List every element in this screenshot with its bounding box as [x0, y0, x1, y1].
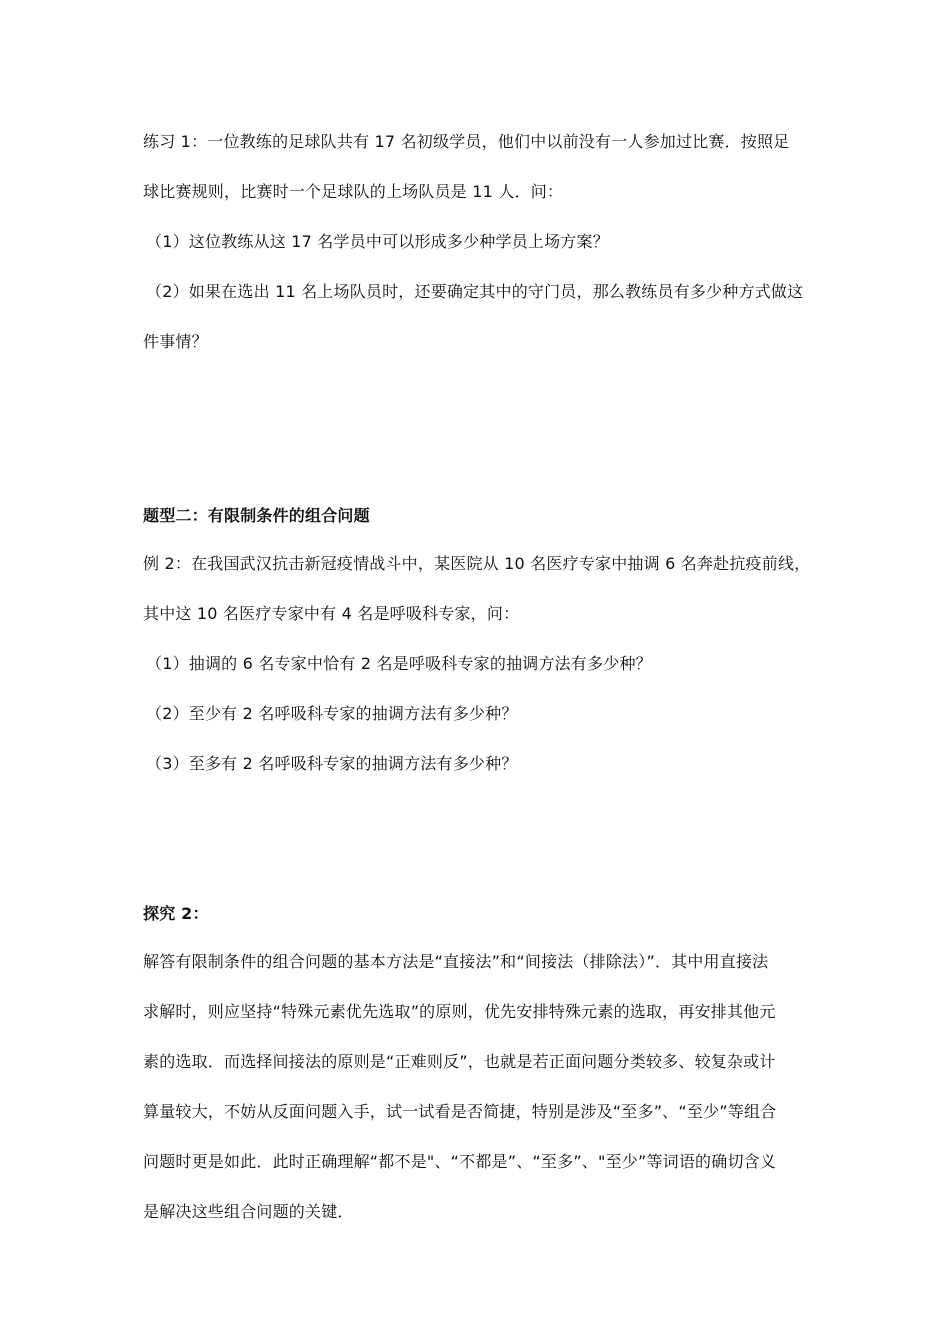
explore2-heading: 探究 2： [143, 904, 209, 923]
explore2-line-6: 是解决这些组合问题的关键． [143, 1202, 354, 1221]
explore2-line-5: 问题时更是如此．此时正确理解“都不是"、“不都是”、“至多”、"至少”等词语的确切含义 [143, 1152, 777, 1171]
exercise1-question-1: （1）这位教练从这 17 名学员中可以形成多少种学员上场方案？ [146, 232, 609, 251]
explore2-line-3: 素的选取．而选择间接法的原则是“正难则反”，也就是若正面问题分类较多、较复杂或计 [143, 1052, 776, 1071]
example2-line-2: 其中这 10 名医疗专家中有 4 名是呼吸科专家，问： [143, 604, 520, 623]
example2-question-1: （1）抽调的 6 名专家中恰有 2 名是呼吸科专家的抽调方法有多少种？ [146, 654, 652, 673]
example2-question-3: （3）至多有 2 名呼吸科专家的抽调方法有多少种？ [146, 754, 518, 773]
example2-line-1: 例 2：在我国武汉抗击新冠疫情战斗中，某医院从 10 名医疗专家中抽调 6 名奔赴抗疫前线， [143, 554, 811, 573]
exercise1-question-2-cont: 件事情？ [143, 332, 208, 351]
explore2-line-2: 求解时，则应坚持“特殊元素优先选取”的原则，优先安排特殊元素的选取，再安排其他元 [143, 1002, 776, 1021]
type2-heading: 题型二：有限制条件的组合问题 [143, 506, 370, 525]
explore2-line-1: 解答有限制条件的组合问题的基本方法是“直接法”和“间接法（排除法）”．其中用直接法 [143, 952, 769, 971]
exercise1-line-1: 练习 1：一位教练的足球队共有 17 名初级学员，他们中以前没有一人参加过比赛．按照足 [143, 132, 790, 151]
exercise1-question-2: （2）如果在选出 11 名上场队员时，还要确定其中的守门员，那么教练员有多少种方式做这 [146, 282, 804, 301]
explore2-line-4: 算量较大，不妨从反面问题入手，试一试看是否简捷，特别是涉及“至多”、“至少”等组合 [143, 1102, 777, 1121]
example2-question-2: （2）至少有 2 名呼吸科专家的抽调方法有多少种？ [146, 704, 518, 723]
exercise1-line-2: 球比赛规则，比赛时一个足球队的上场队员是 11 人．问： [143, 182, 564, 201]
